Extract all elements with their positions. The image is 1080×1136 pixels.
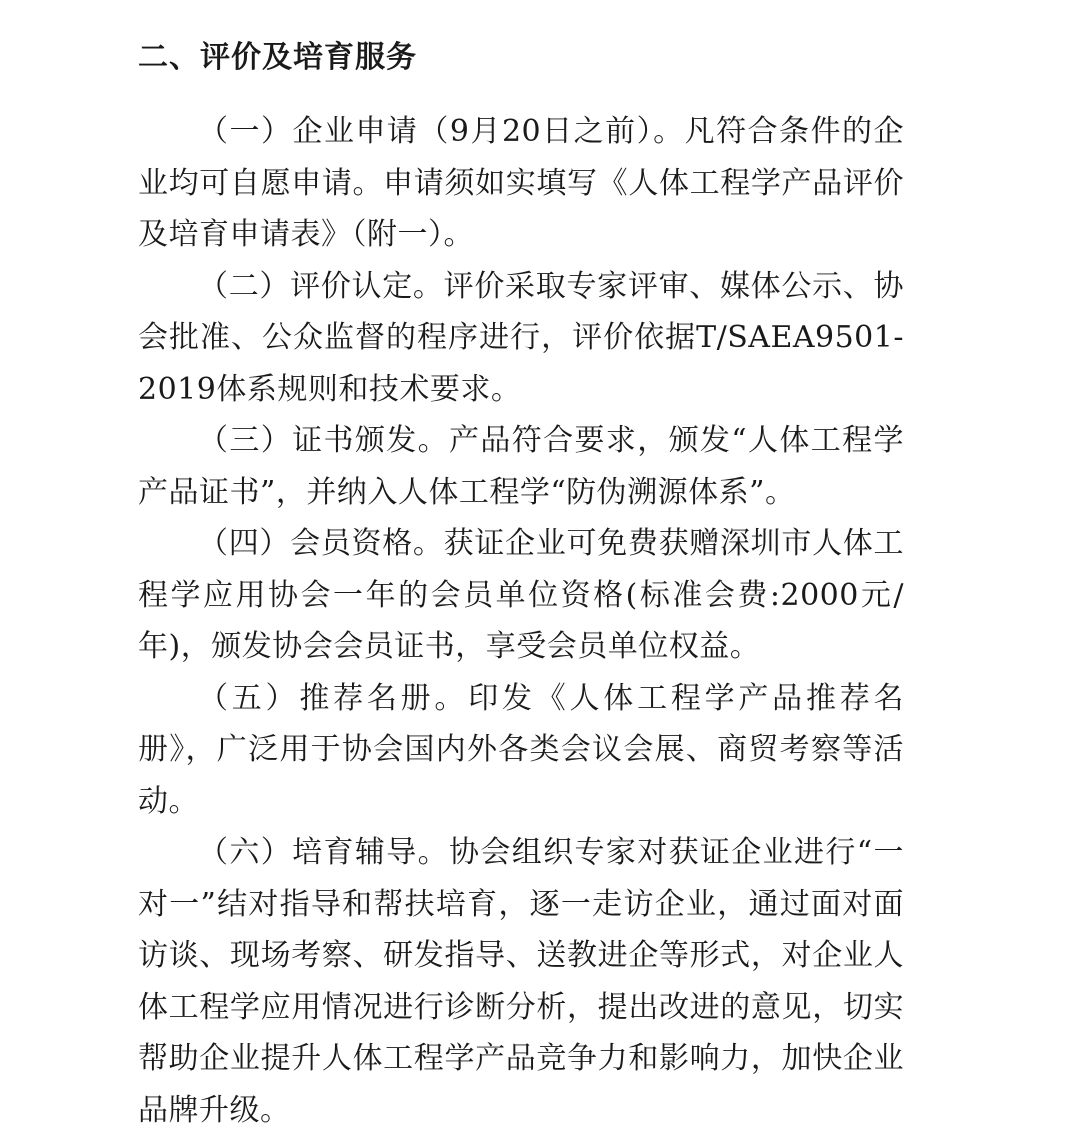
paragraph-body: 协会组织专家对获证企业进行“一对一”结对指导和帮扶培育，逐一走访企业，通过面对面访谈、现场考察、研发指导、送教进企等形式，对企业人体工程学应用情况进行诊断分析，提出改进的意见，切实帮助企业提升人体工程学产品竞争力和影响力，加快企业品牌升级。 (138, 835, 904, 1128)
paragraph-body: 产品符合要求，颁发“人体工程学产品证书”，并纳入人体工程学“防伪溯源体系”。 (138, 423, 904, 510)
paragraph-recommendation-list (138, 673, 904, 828)
paragraph-label: （五）推荐名册。 (198, 680, 469, 716)
paragraph-label: （三）证书颁发。 (198, 423, 449, 458)
section-title: 二、评价及培育服务 (138, 40, 417, 75)
paragraph-membership (138, 518, 904, 673)
paragraph-certificate (138, 415, 904, 518)
paragraph-body: 评价采取专家评审、媒体公示、协会批准、公众监督的程序进行，评价依据T/SAEA9501-2019体系规则和技术要求。 (138, 268, 905, 407)
paragraph-body: 印发《人体工程学产品推荐名册》，广泛用于协会国内外各类会议会展、商贸考察等活动。 (138, 680, 905, 819)
paragraph-label: （四）会员资格。 (198, 526, 444, 561)
document-page (138, 38, 904, 1136)
paragraph-enterprise-application (138, 106, 904, 261)
paragraph-cultivation (138, 827, 904, 1136)
paragraph-evaluation (138, 261, 904, 416)
paragraph-label: （六）培育辅导。 (198, 835, 449, 870)
paragraph-body: 获证企业可免费获赠深圳市人体工程学应用协会一年的会员单位资格(标准会费:2000元/年)，颁发协会会员证书，享受会员单位权益。 (138, 526, 905, 664)
paragraph-label: （二）评价认定。 (198, 268, 444, 304)
paragraph-body: 凡符合条件的企业均可自愿申请。申请须如实填写《人体工程学产品评价及培育申请表》（附一）。 (138, 114, 905, 252)
paragraph-label: （一）企业申请（9月20日之前）。 (198, 114, 685, 149)
